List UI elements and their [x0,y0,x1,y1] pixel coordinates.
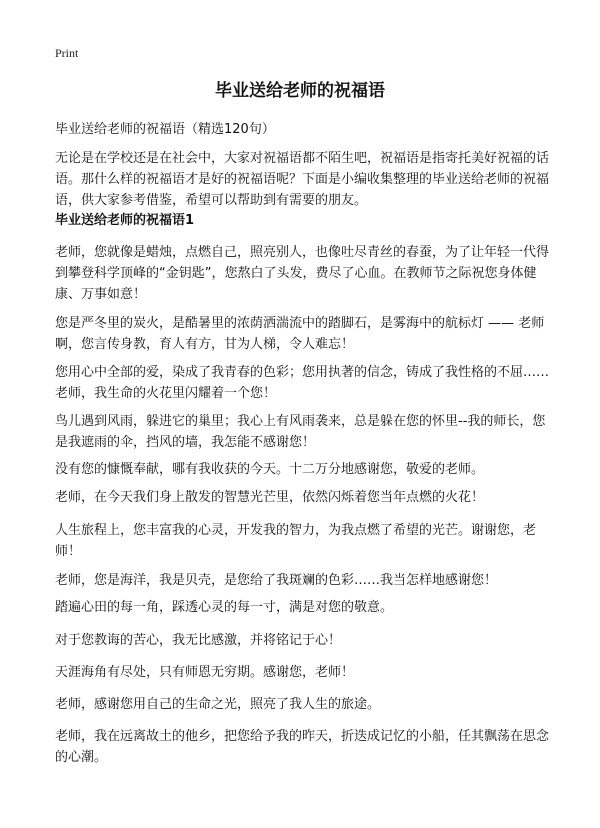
intro-paragraph: 无论是在学校还是在社会中，大家对祝福语都不陌生吧，祝福语是指寄托美好祝福的话语。那什么样的祝福语才是好的祝福语呢？下面是小编收集整理的毕业送给老师的祝福语，供大家参考借鉴，希望可以帮助到有需要的朋友。 [55,151,550,208]
section-heading: 毕业送给老师的祝福语1 [55,213,195,228]
subtitle: 毕业送给老师的祝福语（精选120句） [55,122,275,137]
blessing-paragraph-8: 老师，您是海洋，我是贝壳，是您给了我斑斓的色彩……我当怎样地感谢您！ [55,573,498,588]
blessing-paragraph-7: 人生旅程上，您丰富我的心灵，开发我的智力，为我点燃了希望的光芒。谢谢您，老师！ [55,523,537,559]
blessing-paragraph-1: 老师，您就像是蜡烛，点燃自己，照亮别人，也像吐尽青丝的春蚕，为了让年轻一代得到攀登科学顶峰的“金钥匙”，您熬白了头发，费尽了心血。在教师节之际祝您身体健康、万事如意！ [55,245,550,302]
blessing-paragraph-10: 对于您教诲的苦心，我无比感激，并将铭记于心！ [55,633,342,648]
blessing-paragraph-3: 您用心中全部的爱，染成了我青春的色彩；您用执著的信念，铸成了我性格的不屈……老师，我生命的火花里闪耀着一个您！ [55,365,550,401]
page-title: 毕业送给老师的祝福语 [215,81,385,101]
blessing-paragraph-12: 老师，感谢您用自己的生命之光，照亮了我人生的旅途。 [55,697,381,712]
print-link[interactable]: Print [55,46,79,60]
blessing-paragraph-11: 天涯海角有尽处，只有师恩无穷期。感谢您，老师！ [55,665,355,680]
blessing-paragraph-6: 老师，在今天我们身上散发的智慧光芒里，依然闪烁着您当年点燃的火花！ [55,490,485,505]
blessing-paragraph-13: 老师，我在远离故土的他乡，把您给予我的昨天，折迭成记忆的小船，任其飘荡在思念的心潮。 [55,729,550,765]
blessing-paragraph-5: 没有您的慷慨奉献，哪有我收获的今天。十二万分地感谢您，敬爱的老师。 [55,462,485,477]
blessing-paragraph-9: 踏遍心田的每一角，踩透心灵的每一寸，满是对您的敬意。 [55,600,394,615]
blessing-paragraph-2: 您是严冬里的炭火，是酷暑里的浓荫洒湍流中的踏脚石，是雾海中的航标灯 —— 老师啊，您言传身教，育人有方，甘为人梯，令人难忘！ [55,316,545,352]
blessing-paragraph-4: 鸟儿遇到风雨，躲进它的巢里；我心上有风雨袭来，总是躲在您的怀里--我的师长，您是我遮雨的伞，挡风的墙，我怎能不感谢您！ [55,414,546,450]
